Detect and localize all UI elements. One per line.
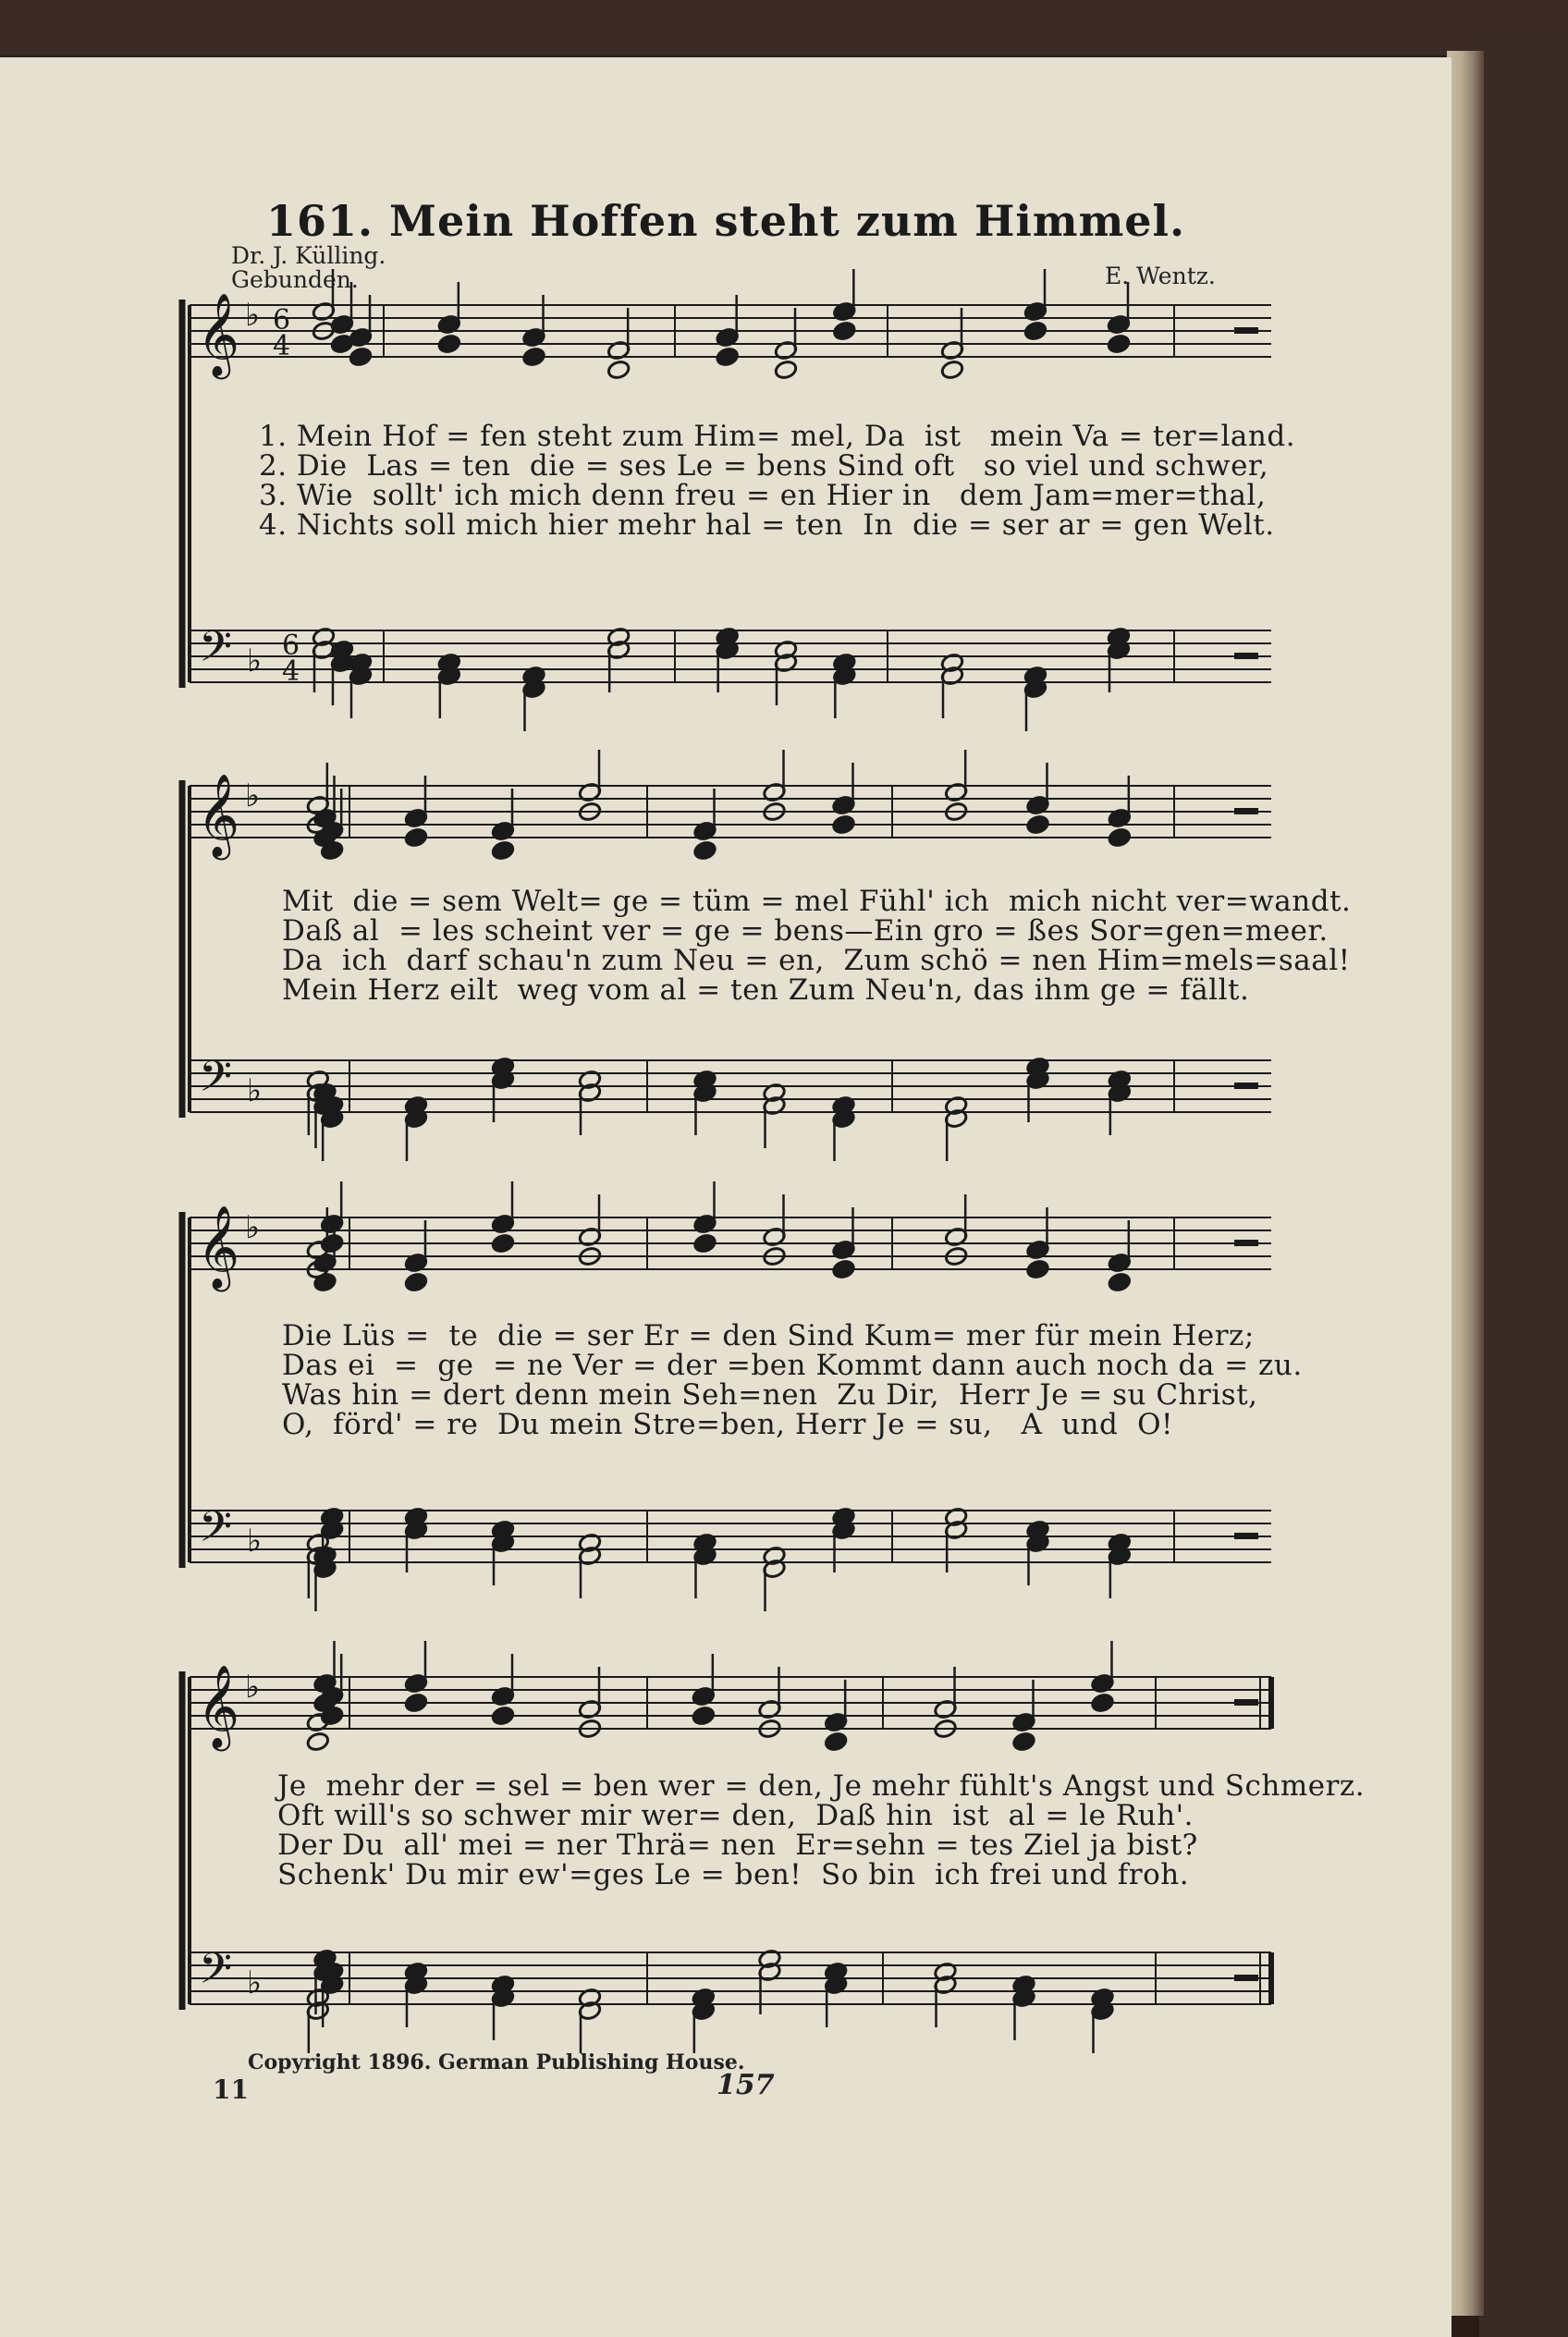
half-rest bbox=[1234, 808, 1258, 814]
note-head bbox=[491, 1706, 515, 1727]
key-signature-flat: ♭ bbox=[245, 1669, 261, 1706]
lyric-line: Oft will's so schwer mir wer= den, Daß hin ist al = le Ruh'. bbox=[277, 1799, 1194, 1832]
time-signature: 4 bbox=[273, 330, 291, 362]
half-rest bbox=[1234, 327, 1258, 334]
note-head bbox=[312, 1272, 337, 1293]
treble-clef: 𝄞 bbox=[197, 774, 240, 857]
note-head bbox=[1107, 334, 1131, 355]
copyright-notice: Copyright 1896. German Publishing House. bbox=[248, 2050, 745, 2074]
note-head bbox=[1108, 1272, 1132, 1293]
note-head bbox=[404, 1693, 428, 1714]
note-head bbox=[491, 1233, 515, 1254]
note-head bbox=[940, 360, 964, 381]
bass-clef: 𝄢 bbox=[199, 1944, 233, 2004]
note-head bbox=[832, 321, 856, 342]
note-head bbox=[320, 1233, 344, 1254]
note-head bbox=[1108, 827, 1132, 849]
book-cover-right bbox=[1479, 37, 1568, 2337]
key-signature-flat: ♭ bbox=[247, 1072, 263, 1109]
note-head bbox=[692, 1706, 716, 1727]
note-head bbox=[824, 1731, 848, 1753]
page-edges bbox=[1447, 51, 1484, 2316]
lyric-line: Der Du all' mei = ner Thrä= nen Er=sehn = tes Ziel ja bist? bbox=[277, 1829, 1198, 1862]
hymn-title: 161. Mein Hoffen steht zum Himmel. bbox=[265, 196, 1186, 246]
note-head bbox=[491, 840, 515, 862]
key-signature-flat: ♭ bbox=[245, 1209, 261, 1246]
lyric-line: Je mehr der = sel = ben wer = den, Je mehr fühlt's Angst und Schmerz. bbox=[277, 1769, 1366, 1803]
bass-clef: 𝄢 bbox=[199, 1502, 233, 1562]
lyric-line: Mein Herz eilt weg vom al = ten Zum Neu'n, das ihm ge = fällt. bbox=[282, 973, 1250, 1007]
lyric-line: Die Lüs = te die = ser Er = den Sind Kum= mer für mein Herz; bbox=[282, 1319, 1255, 1352]
half-rest bbox=[1234, 1975, 1258, 1981]
lyric-line: Daß al = les scheint ver = ge = bens—Ein gro = ßes Sor=gen=meer. bbox=[282, 914, 1329, 948]
note-head bbox=[606, 360, 631, 381]
lyricist-credit: Dr. J. Külling. bbox=[231, 242, 386, 269]
time-signature: 6 bbox=[273, 304, 291, 336]
bass-clef: 𝄢 bbox=[199, 1052, 233, 1112]
lyric-line: Was hin = dert denn mein Seh=nen Zu Dir, Herr Je = su Christ, bbox=[282, 1378, 1258, 1412]
lyric-line: 4. Nichts soll mich hier mehr hal = ten In die = ser ar = gen Welt. bbox=[259, 508, 1275, 542]
book-cover-top bbox=[0, 0, 1568, 55]
note-head bbox=[306, 1731, 330, 1753]
note-head bbox=[349, 347, 373, 368]
time-signature: 4 bbox=[282, 655, 300, 688]
lyric-line: 2. Die Las = ten die = ses Le = bens Sind oft so viel und schwer, bbox=[259, 449, 1269, 483]
note-head bbox=[831, 814, 855, 836]
note-head bbox=[1025, 814, 1049, 836]
composer-credit: E. Wentz. bbox=[1105, 263, 1216, 289]
lyric-line: Mit die = sem Welt= ge = tüm = mel Fühl' ich mich nicht ver=wandt. bbox=[282, 885, 1352, 918]
key-signature-flat: ♭ bbox=[247, 642, 263, 679]
note-head bbox=[1011, 1731, 1035, 1753]
lyric-line: O, förd' = re Du mein Stre=ben, Herr Je = su, A und O! bbox=[282, 1408, 1173, 1441]
note-head bbox=[692, 840, 717, 862]
lyric-line: Schenk' Du mir ew'=ges Le = ben! So bin ich frei und froh. bbox=[277, 1858, 1190, 1891]
note-head bbox=[831, 1259, 855, 1280]
treble-clef: 𝄞 bbox=[197, 1205, 240, 1289]
note-head bbox=[1090, 1693, 1114, 1714]
half-rest bbox=[1234, 1083, 1258, 1089]
tempo-marking: Gebunden. bbox=[231, 266, 359, 293]
key-signature-flat: ♭ bbox=[247, 1523, 263, 1560]
bass-clef: 𝄢 bbox=[199, 622, 233, 682]
note-head bbox=[404, 1272, 428, 1293]
lyric-line: Das ei = ge = ne Ver = der =ben Kommt dann auch noch da = zu. bbox=[282, 1349, 1303, 1382]
signature-mark: 11 bbox=[213, 2074, 249, 2105]
note-head bbox=[1025, 1259, 1049, 1280]
half-rest bbox=[1234, 1699, 1258, 1706]
key-signature-flat: ♭ bbox=[245, 297, 261, 334]
lyric-line: 1. Mein Hof = fen steht zum Him= mel, Da ist mein Va = ter=land. bbox=[259, 420, 1296, 453]
treble-clef: 𝄞 bbox=[197, 293, 240, 376]
note-head bbox=[1023, 321, 1047, 342]
hymn-page bbox=[0, 57, 1452, 2337]
note-head bbox=[692, 1233, 717, 1254]
time-signature: 6 bbox=[282, 630, 300, 662]
lyric-line: 3. Wie sollt' ich mich denn freu = en Hier in dem Jam=mer=thal, bbox=[259, 479, 1267, 512]
half-rest bbox=[1234, 653, 1258, 659]
lyric-line: Da ich darf schau'n zum Neu = en, Zum schö = nen Him=mels=saal! bbox=[282, 944, 1351, 977]
key-signature-flat: ♭ bbox=[245, 777, 261, 814]
half-rest bbox=[1234, 1240, 1258, 1246]
music-notation bbox=[0, 57, 1452, 2337]
note-head bbox=[437, 334, 461, 355]
key-signature-flat: ♭ bbox=[247, 1964, 263, 2001]
note-head bbox=[716, 347, 740, 368]
note-head bbox=[521, 347, 545, 368]
note-head bbox=[774, 360, 798, 381]
half-rest bbox=[1234, 1533, 1258, 1539]
page-number: 157 bbox=[717, 2069, 775, 2101]
note-head bbox=[404, 827, 428, 849]
treble-clef: 𝄞 bbox=[197, 1665, 240, 1748]
